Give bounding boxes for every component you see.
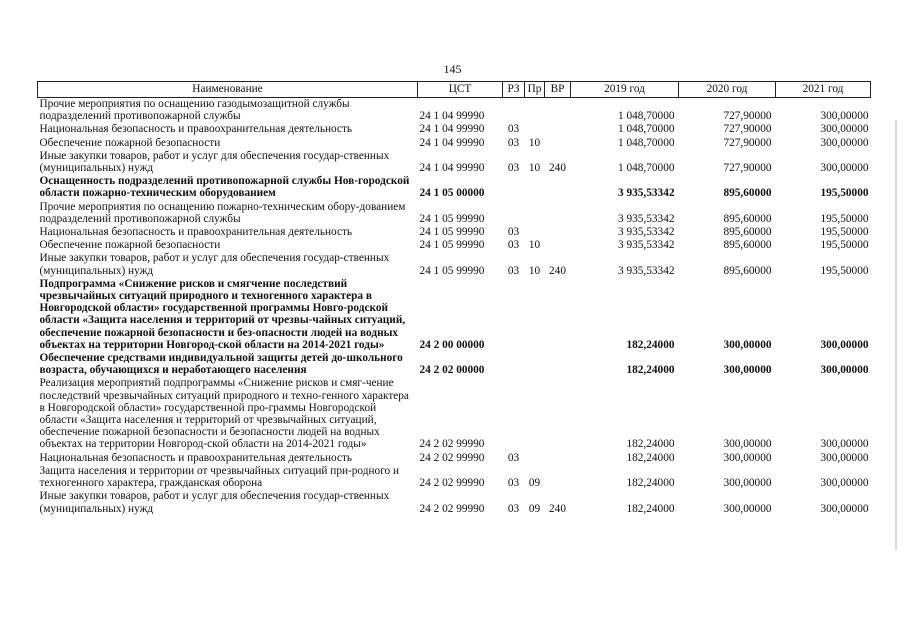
cell-rz: 03 (507, 226, 520, 239)
cell-vr (545, 239, 571, 252)
cell-name: Национальная безопасность и правоохранительная деятельность (39, 226, 353, 239)
cell-cst: 24 1 04 99990 (419, 123, 485, 136)
header-pr: Пр (525, 82, 545, 98)
cell-pr (525, 98, 545, 124)
cell-y2020: 727,90000 (723, 136, 772, 149)
cell-rz: 03 (507, 123, 520, 136)
cell-rz: 03 (507, 477, 520, 490)
cell-vr (545, 352, 571, 377)
cell-y2021: 300,00000 (820, 110, 869, 123)
cell-y2020: 300,00000 (723, 438, 772, 451)
header-name: Наименование (38, 82, 418, 98)
cell-y2019: 182,24000 (626, 438, 675, 451)
cell-y2019: 182,24000 (626, 338, 675, 351)
cell-cst: 24 1 04 99990 (419, 136, 485, 149)
cell-vr (545, 98, 571, 124)
cell-name: Оснащенность подразделений противопожарной службы Нов-городской области пожарно-техническим оборудованием (39, 175, 410, 200)
page-number: 145 (443, 62, 462, 76)
table-row (38, 98, 871, 124)
cell-y2021: 300,00000 (820, 338, 869, 351)
cell-pr: 10 (528, 136, 541, 149)
cell-name: Обеспечение средствами индивидуальной защиты детей до-школьного возраста, обучающихся и неработающего населения (39, 352, 403, 377)
cell-y2019: 1 048,70000 (618, 110, 675, 123)
cell-cst: 24 1 05 00000 (419, 187, 485, 200)
header-vr: ВР (545, 82, 571, 98)
cell-y2020: 300,00000 (723, 451, 772, 464)
header-rz: РЗ (503, 82, 525, 98)
cell-cst: 24 1 05 99990 (419, 212, 485, 225)
cell-y2021: 195,50000 (820, 212, 869, 225)
cell-y2020: 300,00000 (723, 338, 772, 351)
cell-cst: 24 1 05 99990 (419, 264, 485, 277)
cell-pr: 09 (528, 502, 541, 515)
cell-y2019: 3 935,53342 (618, 226, 675, 239)
cell-cst: 24 2 02 99990 (419, 451, 485, 464)
cell-vr (545, 175, 571, 200)
cell-y2021: 300,00000 (820, 477, 869, 490)
cell-rz (503, 352, 525, 377)
cell-name: Иные закупки товаров, работ и услуг для обеспечения государ-ственных (муниципальных) нужд (39, 149, 390, 175)
cell-pr (525, 123, 545, 136)
cell-y2019: 1 048,70000 (618, 123, 675, 136)
cell-cst: 24 1 04 99990 (419, 110, 485, 123)
cell-y2020: 300,00000 (723, 502, 772, 515)
cell-y2019: 182,24000 (626, 364, 675, 377)
cell-rz (503, 278, 525, 352)
table-row (38, 352, 871, 377)
cell-y2020: 727,90000 (723, 123, 772, 136)
cell-y2020: 895,60000 (723, 226, 772, 239)
cell-vr: 240 (549, 162, 566, 175)
table-row (38, 490, 871, 515)
cell-pr (525, 352, 545, 377)
cell-y2019: 182,24000 (626, 477, 675, 490)
table-row (38, 226, 871, 239)
table-body (38, 98, 871, 516)
cell-name: Защита населения и территории от чрезвычайных ситуаций при-родного и техногенного характера, гражданская оборона (39, 464, 400, 490)
cell-y2020: 727,90000 (723, 162, 772, 175)
cell-name: Подпрограмма «Снижение рисков и смягчение последствий чрезвычайных ситуаций природного и техногенного характера в Новгородской области» государственной программы Новго-родской области «Защита населения и территорий от чрезвы-чайных ситуаций, обеспечение пожарной безопасности и без-опасности людей на водных объектах на территории Новгород-ской области на 2014-2021 годы» (39, 277, 406, 351)
cell-y2021: 195,50000 (820, 187, 869, 200)
table-row (38, 137, 871, 150)
cell-pr: 10 (528, 239, 541, 252)
cell-pr (525, 377, 545, 451)
cell-pr: 10 (528, 162, 541, 175)
cell-rz (503, 377, 525, 451)
cell-name: Национальная безопасность и правоохранительная деятельность (39, 451, 353, 464)
cell-y2021: 300,00000 (820, 451, 869, 464)
budget-table (37, 81, 871, 516)
cell-pr (525, 452, 545, 465)
cell-name: Национальная безопасность и правоохранительная деятельность (39, 123, 353, 136)
cell-cst: 24 2 02 99990 (419, 502, 485, 515)
cell-pr (525, 226, 545, 239)
cell-rz (503, 98, 525, 124)
cell-name: Реализация мероприятий подпрограммы «Снижение рисков и смяг-чение последствий чрезвычайных ситуаций природного и техно-генного характера в Новгородской области» государственной про-граммы Новгородской области «Защита населения и территорий от чрезвычайных ситуаций, обеспечение пожарной безопасности и безопасности людей на водных объектах на территории Новгород-ской области на 2014-2021 годы» (39, 377, 409, 451)
cell-y2019: 3 935,53342 (618, 187, 675, 200)
cell-rz: 03 (507, 451, 520, 464)
cell-name: Обеспечение пожарной безопасности (39, 239, 221, 252)
cell-vr (545, 377, 571, 451)
cell-name: Иные закупки товаров, работ и услуг для обеспечения государ-ственных (муниципальных) нужд (39, 252, 390, 277)
header-2019: 2019 год (571, 82, 679, 98)
cell-y2019: 3 935,53342 (618, 264, 675, 277)
table-row (38, 239, 871, 252)
cell-cst: 24 2 02 00000 (419, 364, 485, 377)
table-row (38, 201, 871, 226)
table-row (38, 175, 871, 200)
cell-vr (545, 226, 571, 239)
cell-rz: 03 (507, 136, 520, 149)
cell-pr (525, 175, 545, 200)
cell-vr (545, 465, 571, 490)
table-row (38, 150, 871, 175)
cell-vr (545, 278, 571, 352)
cell-y2021: 300,00000 (820, 123, 869, 136)
cell-cst: 24 2 00 00000 (419, 338, 485, 351)
cell-y2020: 895,60000 (723, 212, 772, 225)
cell-name: Иные закупки товаров, работ и услуг для обеспечения государ-ственных (муниципальных) нужд (39, 490, 390, 515)
cell-y2020: 300,00000 (723, 364, 772, 377)
table-header-row (38, 82, 871, 98)
cell-cst: 24 1 05 99990 (419, 226, 485, 239)
cell-vr (545, 137, 571, 150)
table-row (38, 278, 871, 352)
table-row (38, 452, 871, 465)
cell-vr: 240 (549, 502, 566, 515)
cell-cst: 24 1 04 99990 (419, 162, 485, 175)
cell-y2021: 195,50000 (820, 264, 869, 277)
cell-y2019: 3 935,53342 (618, 212, 675, 225)
cell-y2019: 3 935,53342 (618, 239, 675, 252)
cell-vr: 240 (549, 264, 566, 277)
cell-y2021: 195,50000 (820, 226, 869, 239)
cell-y2021: 300,00000 (820, 136, 869, 149)
cell-name: Прочие мероприятия по оснащению пожарно-техническим обору-дованием подразделений противопожарной службы (39, 200, 406, 225)
cell-pr: 10 (528, 264, 541, 277)
cell-y2019: 182,24000 (626, 502, 675, 515)
table-row (38, 465, 871, 490)
table-row (38, 252, 871, 277)
cell-y2020: 895,60000 (723, 264, 772, 277)
cell-rz: 03 (507, 162, 520, 175)
cell-y2019: 1 048,70000 (618, 136, 675, 149)
cell-pr (525, 278, 545, 352)
cell-y2019: 1 048,70000 (618, 162, 675, 175)
cell-pr: 09 (528, 477, 541, 490)
cell-y2021: 300,00000 (820, 364, 869, 377)
cell-vr (545, 123, 571, 136)
cell-cst: 24 1 05 99990 (419, 239, 485, 252)
cell-rz: 03 (507, 264, 520, 277)
cell-vr (545, 201, 571, 226)
cell-y2020: 895,60000 (723, 239, 772, 252)
table-row (38, 123, 871, 136)
cell-vr (545, 452, 571, 465)
header-2020: 2020 год (679, 82, 776, 98)
cell-cst: 24 2 02 99990 (419, 477, 485, 490)
cell-y2020: 895,60000 (723, 187, 772, 200)
cell-cst: 24 2 02 99990 (419, 438, 485, 451)
cell-y2019: 182,24000 (626, 451, 675, 464)
table-row (38, 377, 871, 451)
cell-pr (525, 201, 545, 226)
cell-y2021: 300,00000 (820, 438, 869, 451)
scan-artifact (895, 120, 897, 550)
cell-rz (503, 201, 525, 226)
cell-y2020: 300,00000 (723, 477, 772, 490)
cell-name: Прочие мероприятия по оснащению газодымозащитной службы подразделений противопожарной службы (39, 98, 350, 123)
cell-y2021: 300,00000 (820, 162, 869, 175)
cell-rz: 03 (507, 502, 520, 515)
cell-y2021: 300,00000 (820, 502, 869, 515)
cell-rz: 03 (507, 239, 520, 252)
cell-y2020: 727,90000 (723, 110, 772, 123)
cell-y2021: 195,50000 (820, 239, 869, 252)
header-cst: ЦСТ (418, 82, 503, 98)
header-2021: 2021 год (776, 82, 871, 98)
cell-rz (503, 175, 525, 200)
cell-name: Обеспечение пожарной безопасности (39, 136, 221, 149)
